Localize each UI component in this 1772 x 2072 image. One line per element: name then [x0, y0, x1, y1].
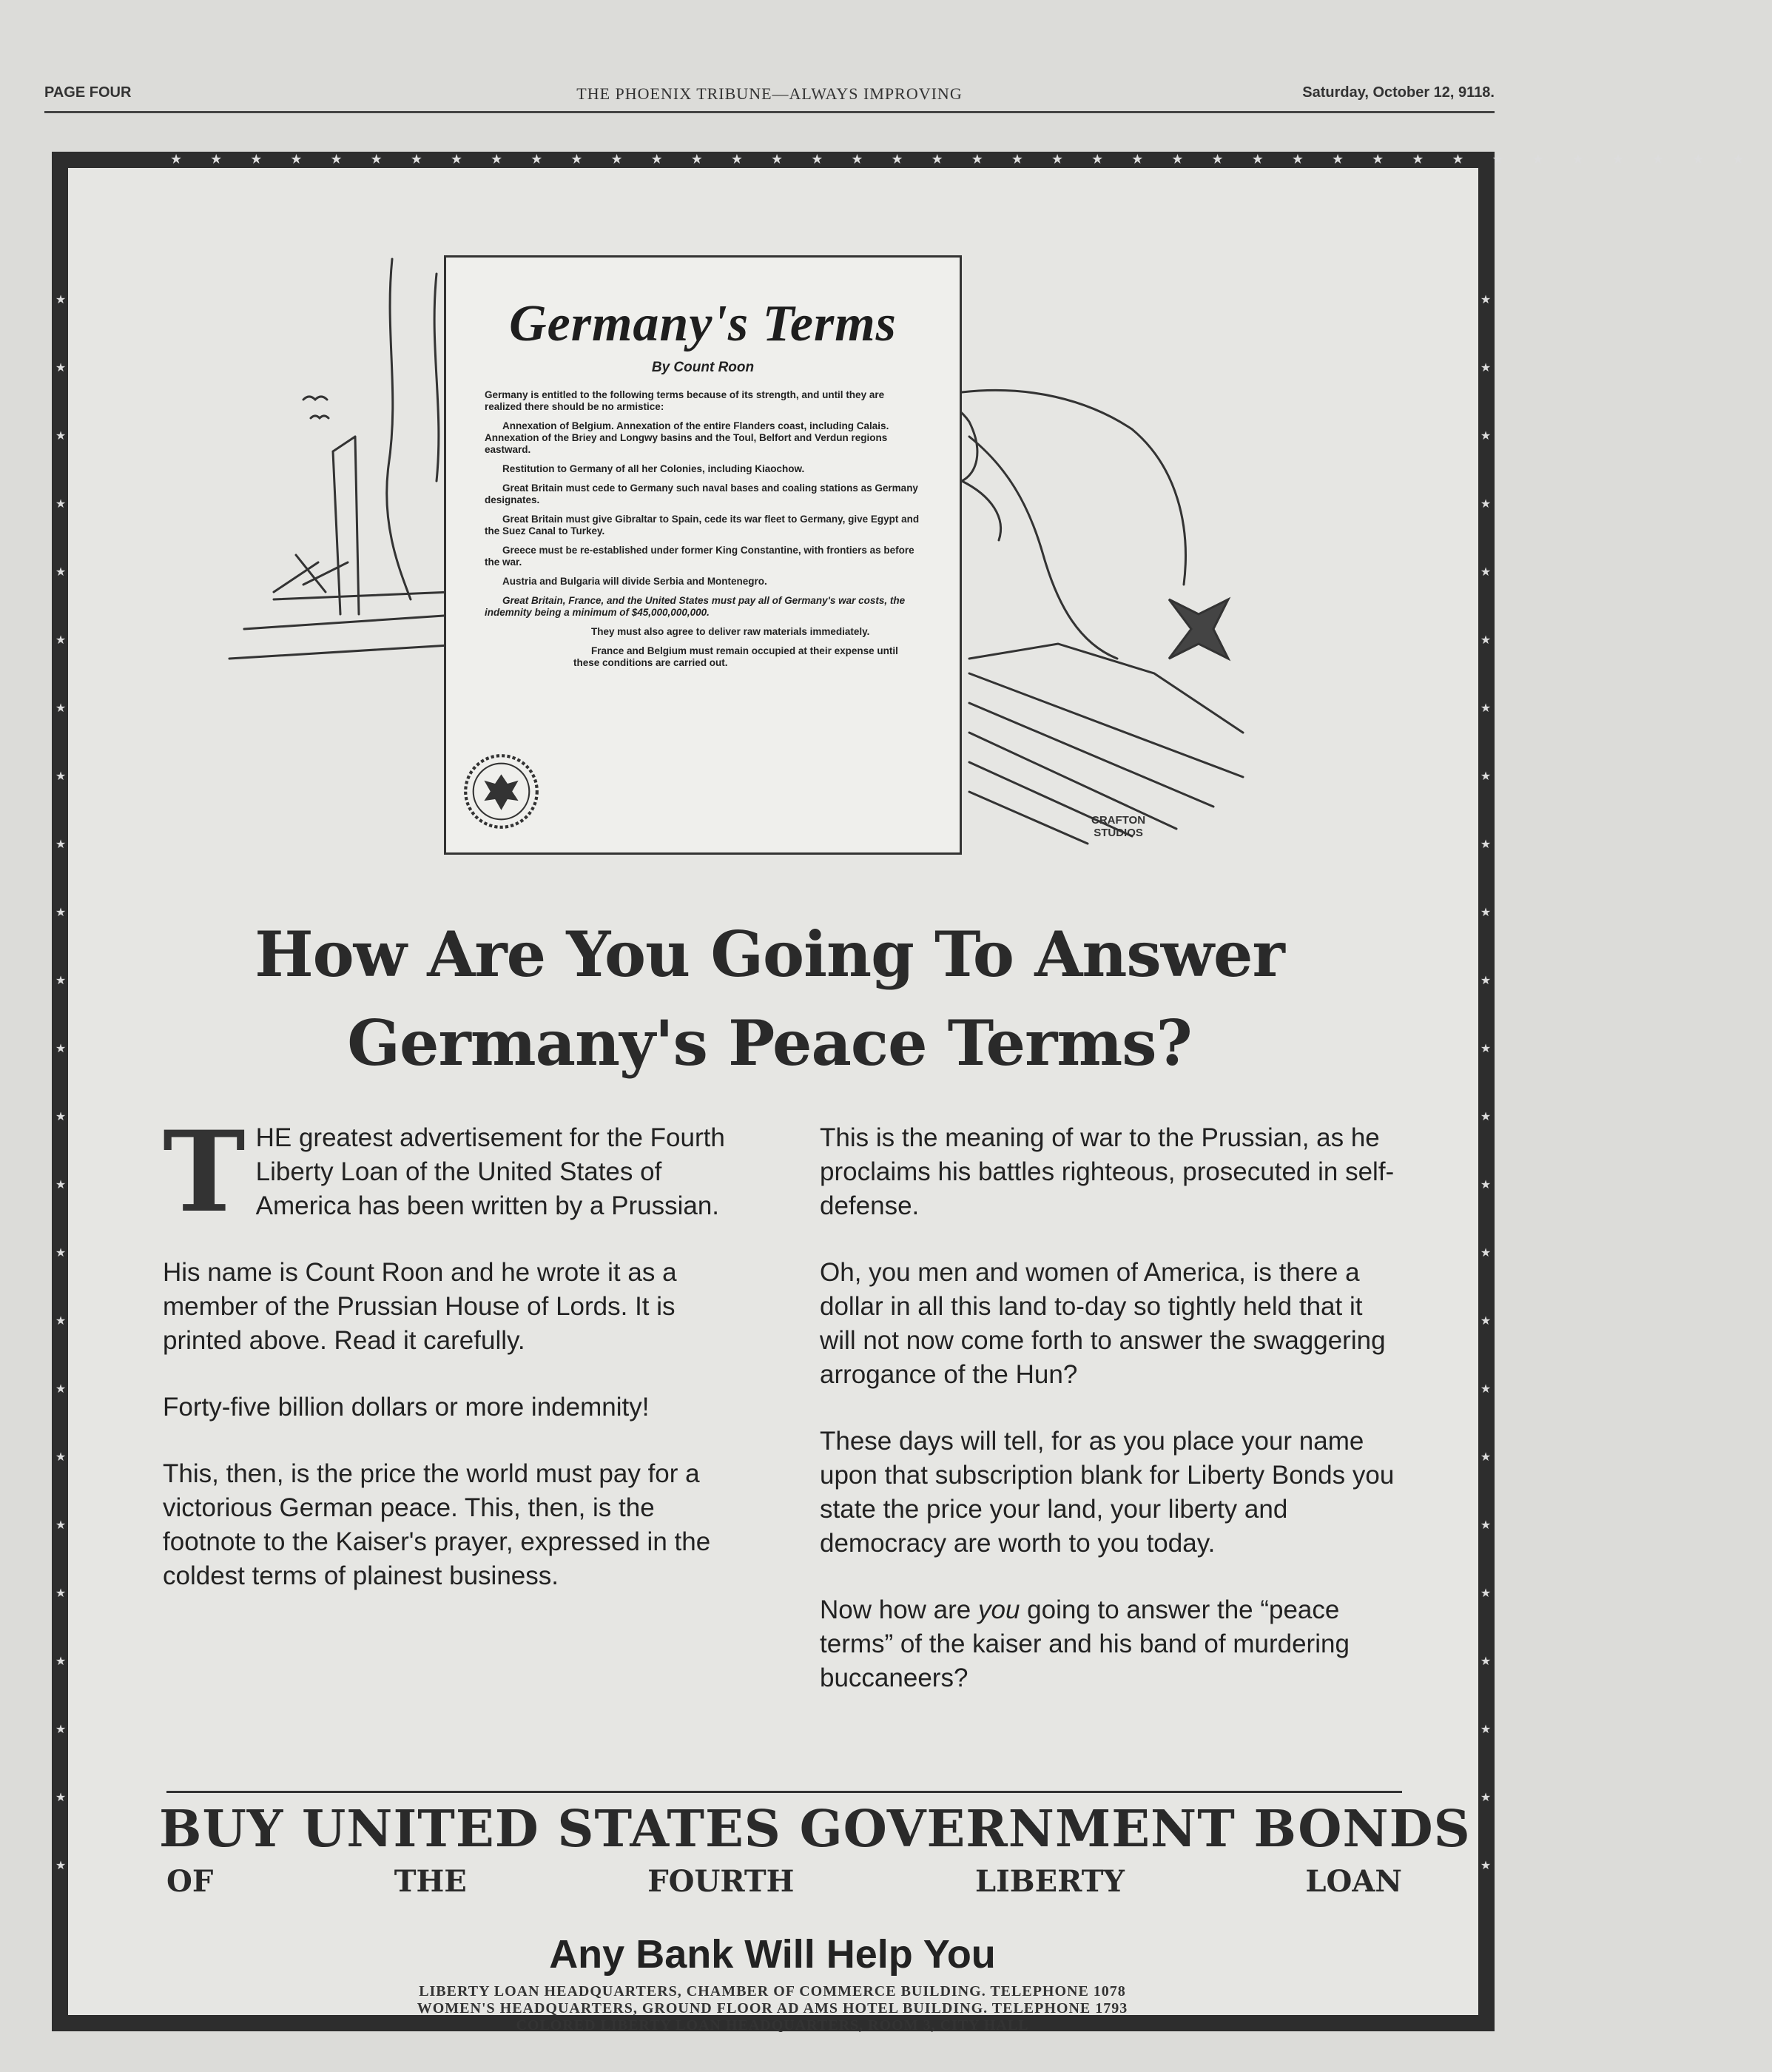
germanys-terms-document: [444, 255, 962, 855]
headline-line-2: Germany's Peace Terms?: [347, 1006, 1192, 1080]
paper-title: THE PHOENIX TRIBUNE—ALWAYS IMPROVING: [576, 84, 963, 103]
loan-word: THE: [394, 1864, 467, 1899]
right-paragraph-4-start: Now how are: [820, 1595, 978, 1624]
right-paragraph-2: Oh, you men and women of America, is there a dollar in all this land to-day so tightly held that it will not now come forth to answer the swaggering arrogance of the Hun?: [820, 1258, 1386, 1389]
masthead: [44, 81, 1495, 113]
buy-bonds-slogan: BUY UNITED STATES GOVERNMENT BONDS: [159, 1800, 1471, 1859]
drop-cap: T: [163, 1107, 246, 1237]
left-paragraph-1: [163, 1107, 747, 1237]
document-term-indemnity: Great Britain, France, and the United States must pay all of Germany's war costs, the indemnity being a minimum of $45,000,000,000.: [485, 595, 906, 618]
star-border-right: ★ ★ ★ ★ ★ ★ ★ ★ ★ ★ ★ ★ ★ ★ ★ ★ ★ ★ ★ ★ ★ ★ ★ ★: [1480, 294, 1492, 1872]
document-term: Great Britain must give Gibraltar to Spain, cede its war fleet to Germany, give Egypt and the Suez Canal to Turkey.: [485, 514, 920, 536]
loan-word: LIBERTY: [974, 1864, 1125, 1899]
left-paragraph-4: This, then, is the price the world must pay for a victorious German peace. This, then, is the footnote to the Kaiser's prayer, expressed in the coldest terms of plainest business.: [163, 1459, 711, 1590]
signature-line: STUDIOS: [1094, 827, 1143, 839]
loan-word: LOAN: [1305, 1864, 1402, 1899]
document-term: Great Britain must cede to Germany such naval bases and coaling stations as Germany designates.: [485, 482, 918, 505]
document-byline: By Count Roon: [651, 360, 755, 375]
right-paragraph-1: This is the meaning of war to the Prussian, as he proclaims his battles righteous, prosecuted in self-defense.: [820, 1123, 1395, 1220]
right-paragraph-4-emphasis: you: [977, 1595, 1020, 1624]
document-intro: Germany is entitled to the following terms because of its strength, and until they are realized there should be no armistice:: [485, 389, 885, 412]
document-term: Greece must be re-established under former King Constantine, with frontiers as before the war.: [485, 545, 914, 568]
artist-signature: [1091, 814, 1145, 839]
document-title: Germany's Terms: [509, 295, 897, 352]
headline-line-1: How Are You Going To Answer: [255, 918, 1284, 991]
headquarters-line: COLORED LIBERTY LOAN HEADQUARTERS, ROOM 3, CITY HALL: [516, 2017, 1029, 2034]
left-paragraph-2: His name is Count Roon and he wrote it as a member of the Prussian House of Lords. It is printed above. Read it carefully.: [163, 1258, 677, 1355]
left-column: [163, 1107, 747, 1626]
document-term: Restitution to Germany of all her Colonies, including Kiaochow.: [502, 463, 805, 474]
left-paragraph-3: Forty-five billion dollars or more indemnity!: [163, 1393, 650, 1422]
right-paragraph-3: These days will tell, for as you place your name upon that subscription blank for Liberty Bonds you state the price your land, your liberty and democracy are worth to you today.: [820, 1427, 1395, 1558]
headquarters-line: WOMEN'S HEADQUARTERS, GROUND FLOOR AD AMS HOTEL BUILDING. TELEPHONE 1793: [417, 2000, 1128, 2016]
document-term: They must also agree to deliver raw materials immediately.: [591, 626, 870, 637]
footer-rule: [166, 1791, 1402, 1793]
issue-date: Saturday, October 12, 9118.: [1302, 84, 1495, 101]
star-border-top: ★★★★★★★★★★★★★★★★★★★★★★★★★★★★★★★★★★★★★★★★: [170, 152, 1772, 166]
page-label: PAGE FOUR: [44, 84, 132, 101]
fourth-liberty-loan-line: [166, 1863, 1402, 1900]
any-bank-line: Any Bank Will Help You: [549, 1932, 996, 1977]
left-paragraph-1-text: HE greatest advertisement for the Fourth Liberty Loan of the United States of America has been written by a Prussian.: [255, 1123, 725, 1220]
right-paragraph-4: [820, 1593, 1404, 1695]
document-term: Annexation of Belgium. Annexation of the entire Flanders coast, including Calais. Annexation of the Briey and Longwy basins and the Toul, Belfort and Verdun regions eastward.: [485, 420, 889, 455]
star-border-left: ★ ★ ★ ★ ★ ★ ★ ★ ★ ★ ★ ★ ★ ★ ★ ★ ★ ★ ★ ★ ★ ★ ★ ★: [55, 294, 67, 1872]
signature-line: CRAFTON: [1091, 814, 1146, 827]
loan-word: OF: [166, 1864, 214, 1899]
document-term: France and Belgium must remain occupied at their expense until these conditions are carried out.: [573, 645, 898, 668]
loan-word: FOURTH: [647, 1864, 795, 1899]
document-term: Austria and Bulgaria will divide Serbia and Montenegro.: [502, 576, 767, 587]
eagle-seal-icon: [462, 753, 540, 830]
right-paragraph-4-end: going to answer the “peace terms” of the kaiser and his band of murdering buccaneers?: [820, 1595, 1350, 1692]
right-column: [820, 1121, 1404, 1728]
headquarters-line: LIBERTY LOAN HEADQUARTERS, CHAMBER OF COMMERCE BUILDING. TELEPHONE 1078: [419, 1983, 1126, 1999]
